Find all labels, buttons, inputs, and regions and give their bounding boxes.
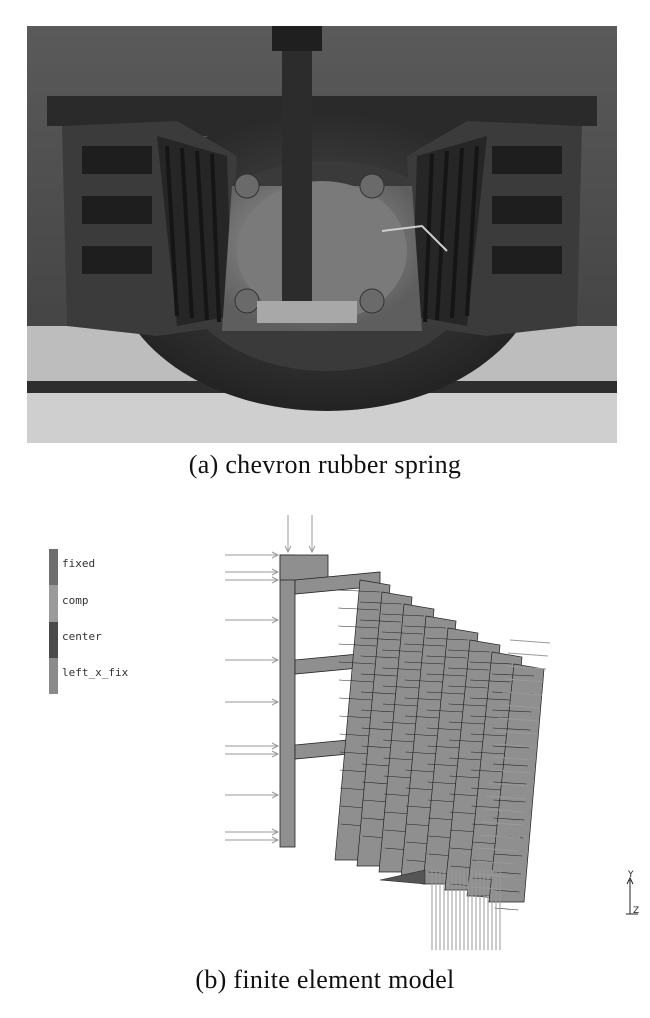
mesh-vertical-plate [280,555,295,847]
legend-label-left-x-fix: left_x_fix [62,666,129,679]
chevron-rubber-spring-photo [27,26,617,443]
caption-a: (a) chevron rubber spring [188,450,462,479]
triad-y-label: Y [628,870,634,880]
legend-label-fixed: fixed [62,557,96,570]
legend-label-center: center [62,630,102,643]
constraint-line [510,640,550,643]
coordinate-triad-icon [620,870,646,922]
triad-z-label: Z [633,906,640,916]
legend-swatch-left-x-fix [49,658,58,694]
mesh-element-line [495,908,519,910]
legend-label-comp: comp [62,594,89,607]
legend-swatch-center [49,622,58,658]
right-chevron-spring [407,121,582,336]
finite-element-mesh [220,510,565,960]
legend-swatch-comp [49,585,58,622]
left-chevron-spring [62,121,237,336]
mesh-top-block [280,555,328,580]
legend-swatch-fixed [49,549,58,585]
mesh-groups [225,515,550,950]
boundary-condition-legend [49,549,179,694]
caption-b: (b) finite element model [195,965,455,994]
